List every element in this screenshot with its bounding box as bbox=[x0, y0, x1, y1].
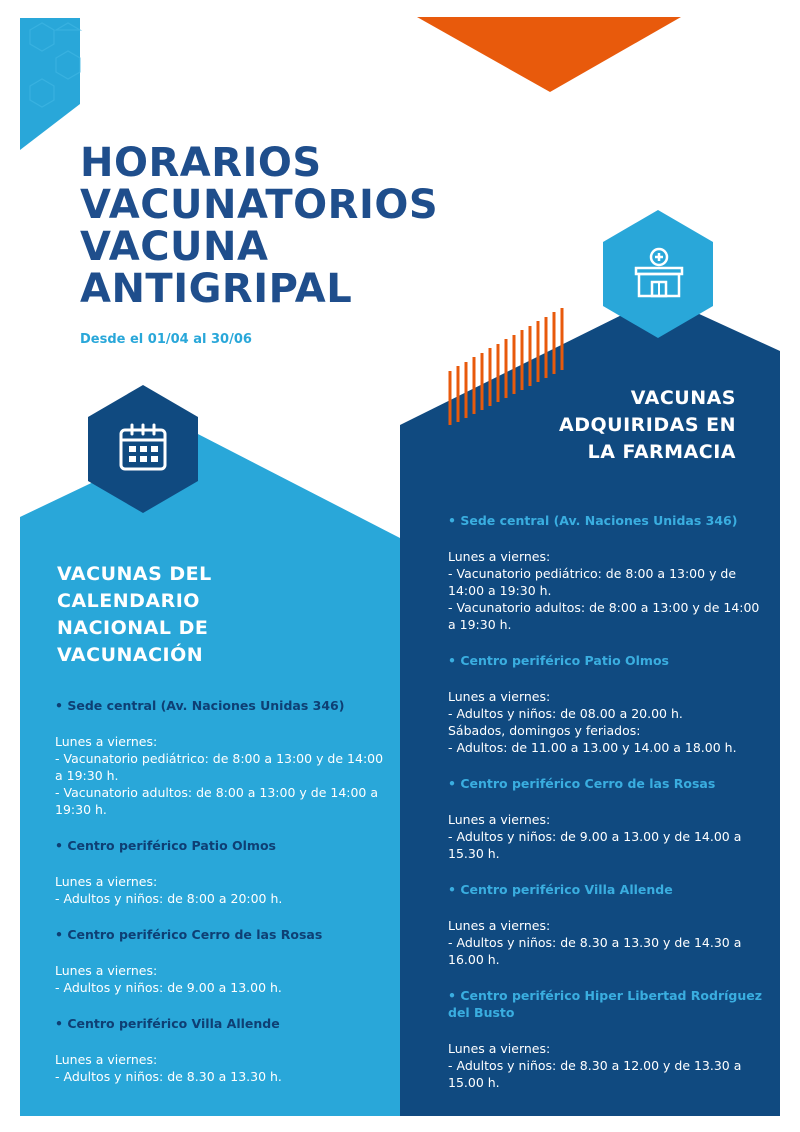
heading-line: CALENDARIO bbox=[57, 590, 200, 612]
left-schedule bbox=[55, 697, 385, 1104]
title-line: VACUNA bbox=[80, 224, 269, 270]
location-name: • Centro periférico Cerro de las Rosas bbox=[55, 927, 323, 942]
calendar-icon bbox=[118, 423, 168, 473]
schedule-line: - Vacunatorio adultos: de 8:00 a 13:00 y de 14:00 a 19:30 h. bbox=[55, 785, 379, 817]
schedule-line: - Adultos y niños: de 08.00 a 20.00 h. bbox=[448, 706, 683, 721]
location-block bbox=[448, 775, 766, 862]
schedule-line: Lunes a viernes: bbox=[448, 812, 551, 827]
schedule-line: - Vacunatorio pediátrico: de 8:00 a 13:00 y de 14:00 a 19:30 h. bbox=[55, 751, 384, 783]
heading-line: VACUNACIÓN bbox=[57, 644, 204, 666]
schedule-line: - Vacunatorio adultos: de 8:00 a 13:00 y de 14:00 a 19:30 h. bbox=[448, 600, 760, 632]
location-name: • Centro periférico Cerro de las Rosas bbox=[448, 776, 716, 791]
left-panel-heading bbox=[57, 561, 377, 669]
schedule-line: Lunes a viernes: bbox=[55, 1052, 158, 1067]
heading-line: VACUNAS bbox=[630, 387, 736, 409]
location-name: • Centro periférico Villa Allende bbox=[448, 882, 673, 897]
location-block bbox=[55, 697, 385, 818]
schedule-line: - Adultos y niños: de 8.30 a 12.00 y de 13.30 a 15.00 h. bbox=[448, 1058, 742, 1090]
location-block bbox=[55, 1015, 385, 1085]
location-name: • Sede central (Av. Naciones Unidas 346) bbox=[55, 698, 345, 713]
heading-line: LA FARMACIA bbox=[587, 441, 736, 463]
right-schedule bbox=[448, 512, 766, 1110]
schedule-line: Lunes a viernes: bbox=[448, 918, 551, 933]
orange-triangle bbox=[417, 17, 681, 92]
schedule-line: Sábados, domingos y feriados: bbox=[448, 723, 641, 738]
schedule-line: - Adultos y niños: de 8:00 a 20:00 h. bbox=[55, 891, 283, 906]
schedule-line: - Adultos y niños: de 8.30 a 13.30 h. bbox=[55, 1069, 282, 1084]
location-name: • Sede central (Av. Naciones Unidas 346) bbox=[448, 513, 738, 528]
location-block bbox=[55, 837, 385, 907]
schedule-line: Lunes a viernes: bbox=[448, 689, 551, 704]
schedule-line: - Adultos y niños: de 8.30 a 13.30 y de 14.30 a 16.00 h. bbox=[448, 935, 742, 967]
location-block bbox=[448, 987, 766, 1091]
schedule-line: Lunes a viernes: bbox=[55, 734, 158, 749]
location-name: • Centro periférico Patio Olmos bbox=[55, 838, 276, 853]
page-title bbox=[80, 142, 438, 310]
title-line: HORARIOS bbox=[80, 140, 322, 186]
date-range: Desde el 01/04 al 30/06 bbox=[80, 332, 252, 347]
schedule-line: - Adultos y niños: de 9.00 a 13.00 h. bbox=[55, 980, 282, 995]
location-block bbox=[448, 881, 766, 968]
location-name: • Centro periférico Villa Allende bbox=[55, 1016, 280, 1031]
schedule-line: - Vacunatorio pediátrico: de 8:00 a 13:00 y de 14:00 a 19:30 h. bbox=[448, 566, 737, 598]
location-block bbox=[448, 652, 766, 756]
schedule-line: - Adultos: de 11.00 a 13.00 y 14.00 a 18.00 h. bbox=[448, 740, 737, 755]
title-line: VACUNATORIOS bbox=[80, 182, 439, 228]
location-block bbox=[55, 926, 385, 996]
right-panel-heading bbox=[500, 385, 736, 466]
schedule-line: Lunes a viernes: bbox=[55, 874, 158, 889]
location-name: • Centro periférico Hiper Libertad Rodríguez del Busto bbox=[448, 988, 763, 1020]
schedule-line: Lunes a viernes: bbox=[55, 963, 158, 978]
title-line: ANTIGRIPAL bbox=[80, 266, 353, 312]
schedule-line: Lunes a viernes: bbox=[448, 549, 551, 564]
pharmacy-icon bbox=[633, 246, 685, 300]
schedule-line: Lunes a viernes: bbox=[448, 1041, 551, 1056]
location-name: • Centro periférico Patio Olmos bbox=[448, 653, 669, 668]
schedule-line: - Adultos y niños: de 9.00 a 13.00 y de 14.00 a 15.30 h. bbox=[448, 829, 742, 861]
location-block bbox=[448, 512, 766, 633]
heading-line: ADQUIRIDAS EN bbox=[559, 414, 736, 436]
heading-line: VACUNAS DEL bbox=[57, 563, 212, 585]
heading-line: NACIONAL DE bbox=[57, 617, 209, 639]
